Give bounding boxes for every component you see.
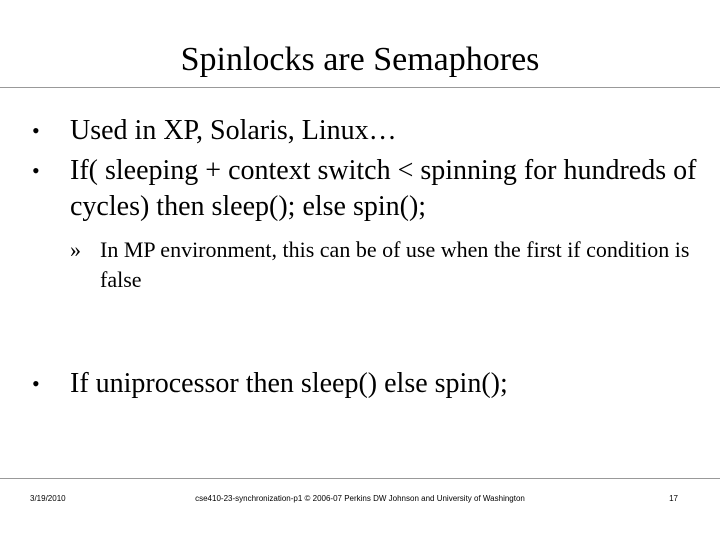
bullet-text: Used in XP, Solaris, Linux…	[70, 115, 397, 146]
bullet-item	[30, 366, 720, 402]
footer-divider	[0, 478, 720, 479]
bullet-marker: •	[32, 158, 40, 183]
slide-title: Spinlocks are Semaphores	[180, 41, 540, 78]
sub-bullet-item	[70, 235, 700, 295]
bullet-marker: •	[32, 371, 40, 396]
footer-copyright: cse410-23-synchronization-p1 © 2006-07 Perkins DW Johnson and University of Washington	[195, 494, 525, 503]
bullet-text: If uniprocessor then sleep() else spin();	[70, 368, 508, 399]
bullet-marker: •	[32, 118, 40, 143]
bullet-text: If( sleeping + context switch < spinning for hundreds of cycles) then sleep(); else spin();	[70, 155, 697, 222]
title-divider	[0, 87, 720, 88]
slide-body	[30, 113, 700, 295]
bullet-item	[30, 113, 700, 149]
footer-date: 3/19/2010	[30, 494, 66, 503]
bullet-item	[30, 153, 700, 225]
sub-bullet-marker: »	[70, 237, 81, 262]
page-number: 17	[669, 494, 678, 503]
sub-bullet-text: In MP environment, this can be of use when the first if condition is false	[100, 237, 690, 292]
